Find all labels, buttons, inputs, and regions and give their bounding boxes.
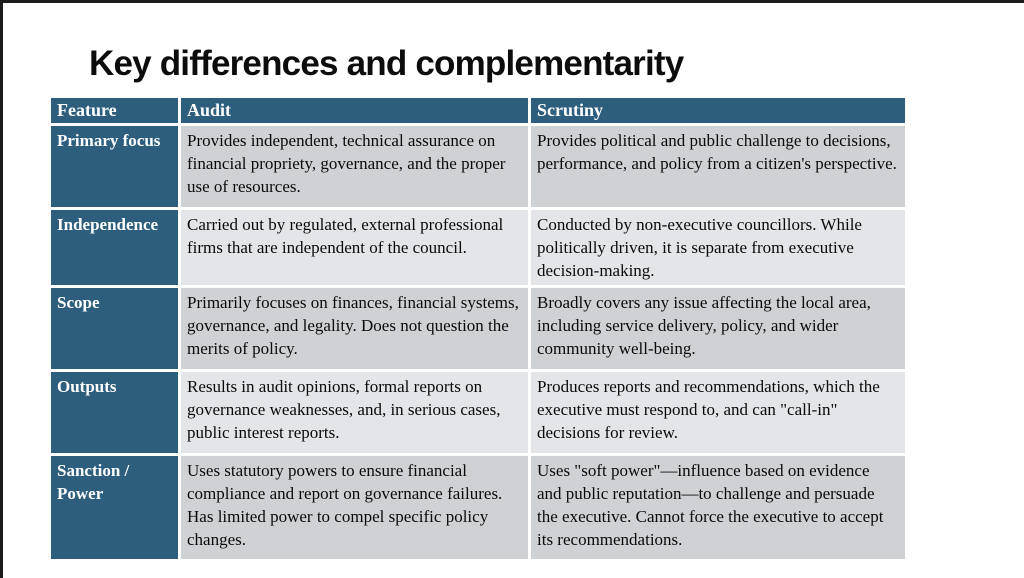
audit-cell: Primarily focuses on finances, financial systems, governance, and legality. Does not question the merits of policy. xyxy=(180,287,530,371)
row-label: Primary focus xyxy=(50,125,180,209)
row-label: Scope xyxy=(50,287,180,371)
table-row-primary-focus xyxy=(50,125,907,209)
audit-cell: Provides independent, technical assurance on financial propriety, governance, and the proper use of resources. xyxy=(180,125,530,209)
audit-cell: Results in audit opinions, formal reports on governance weaknesses, and, in serious cases, public interest reports. xyxy=(180,371,530,455)
comparison-table xyxy=(48,95,908,562)
table-row-scope xyxy=(50,287,907,371)
table-row-sanction-power xyxy=(50,455,907,561)
table-row-outputs xyxy=(50,371,907,455)
column-header-feature: Feature xyxy=(50,97,180,125)
row-label: Sanction / Power xyxy=(50,455,180,561)
scrutiny-cell: Conducted by non-executive councillors. While politically driven, it is separate from executive decision-making. xyxy=(530,209,907,287)
slide-frame-top-border xyxy=(0,0,1024,3)
scrutiny-cell: Uses "soft power"—influence based on evidence and public reputation—to challenge and persuade the executive. Cannot force the executive to accept its recommendations. xyxy=(530,455,907,561)
table-header-row xyxy=(50,97,907,125)
row-label: Outputs xyxy=(50,371,180,455)
scrutiny-cell: Provides political and public challenge to decisions, performance, and policy from a citizen's perspective. xyxy=(530,125,907,209)
slide-frame-left-border xyxy=(0,0,3,578)
column-header-scrutiny: Scrutiny xyxy=(530,97,907,125)
audit-cell: Uses statutory powers to ensure financial compliance and report on governance failures. Has limited power to compel specific policy changes. xyxy=(180,455,530,561)
scrutiny-cell: Produces reports and recommendations, which the executive must respond to, and can "call-in" decisions for review. xyxy=(530,371,907,455)
scrutiny-cell: Broadly covers any issue affecting the local area, including service delivery, policy, and wider community well-being. xyxy=(530,287,907,371)
slide-title: Key differences and complementarity xyxy=(89,44,684,83)
column-header-audit: Audit xyxy=(180,97,530,125)
table-row-independence xyxy=(50,209,907,287)
audit-cell: Carried out by regulated, external professional firms that are independent of the council. xyxy=(180,209,530,287)
row-label: Independence xyxy=(50,209,180,287)
